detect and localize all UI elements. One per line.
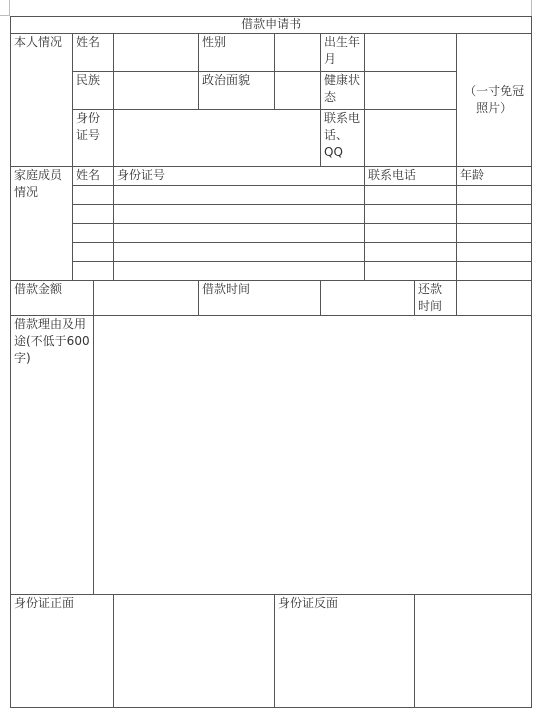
photo-placeholder[interactable]: （一寸免冠照片） (457, 34, 532, 167)
id-back-area[interactable] (415, 595, 532, 708)
family-phone-cell[interactable] (365, 243, 457, 262)
loan-amount-label: 借款金额 (11, 281, 94, 316)
loan-application-form (10, 16, 532, 708)
id-number-field[interactable] (114, 110, 321, 167)
family-row (11, 205, 532, 224)
family-name-cell[interactable] (73, 243, 114, 262)
family-age-cell[interactable] (457, 205, 532, 224)
contact-label: 联系电话、QQ (321, 110, 365, 167)
family-id-cell[interactable] (114, 186, 365, 205)
loan-date-field[interactable] (321, 281, 415, 316)
family-col-id: 身份证号 (114, 167, 365, 186)
gender-label: 性别 (199, 34, 275, 72)
family-name-cell[interactable] (73, 186, 114, 205)
gender-field[interactable] (275, 34, 321, 72)
family-phone-cell[interactable] (365, 205, 457, 224)
contact-field[interactable] (365, 110, 532, 167)
repay-date-field[interactable] (457, 281, 532, 316)
political-status-label: 政治面貌 (199, 72, 275, 110)
birth-field[interactable] (365, 34, 457, 72)
family-age-cell[interactable] (457, 186, 532, 205)
family-phone-cell[interactable] (365, 262, 457, 281)
family-col-age: 年龄 (457, 167, 532, 186)
family-id-cell[interactable] (114, 243, 365, 262)
loan-amount-field[interactable] (94, 281, 199, 316)
family-name-cell[interactable] (73, 262, 114, 281)
page-corner-mark-vertical (9, 0, 10, 16)
loan-reason-field[interactable] (94, 316, 532, 595)
health-field[interactable] (365, 72, 457, 110)
id-back-label: 身份证反面 (275, 595, 415, 708)
family-phone-cell[interactable] (365, 186, 457, 205)
family-row (11, 243, 532, 262)
page-corner-mark-horizontal (0, 15, 10, 16)
id-number-label: 身份证号 (73, 110, 114, 167)
loan-date-label: 借款时间 (199, 281, 321, 316)
family-section-label: 家庭成员情况 (11, 167, 73, 281)
family-row (11, 262, 532, 281)
family-age-cell[interactable] (457, 224, 532, 243)
family-age-cell[interactable] (457, 243, 532, 262)
family-id-cell[interactable] (114, 262, 365, 281)
repay-date-label: 还款时间 (415, 281, 457, 316)
birth-label: 出生年月 (321, 34, 365, 72)
family-col-name: 姓名 (73, 167, 114, 186)
family-col-phone: 联系电话 (365, 167, 457, 186)
family-name-cell[interactable] (73, 205, 114, 224)
name-field[interactable] (114, 34, 199, 72)
ethnicity-label: 民族 (73, 72, 114, 110)
family-id-cell[interactable] (114, 205, 365, 224)
id-front-area[interactable] (114, 595, 275, 708)
family-id-cell[interactable] (114, 224, 365, 243)
family-phone-cell[interactable] (365, 224, 457, 243)
ethnicity-field[interactable] (114, 72, 199, 110)
family-age-cell[interactable] (457, 262, 532, 281)
family-row (11, 186, 532, 205)
family-name-cell[interactable] (73, 224, 114, 243)
id-front-label: 身份证正面 (11, 595, 114, 708)
family-row (11, 224, 532, 243)
loan-reason-label: 借款理由及用途(不低于600字) (11, 316, 94, 595)
form-title: 借款申请书 (11, 17, 532, 34)
name-label: 姓名 (73, 34, 114, 72)
political-status-field[interactable] (275, 72, 321, 110)
health-label: 健康状态 (321, 72, 365, 110)
personal-section-label: 本人情况 (11, 34, 73, 167)
page-corner-mark-right (531, 0, 532, 16)
